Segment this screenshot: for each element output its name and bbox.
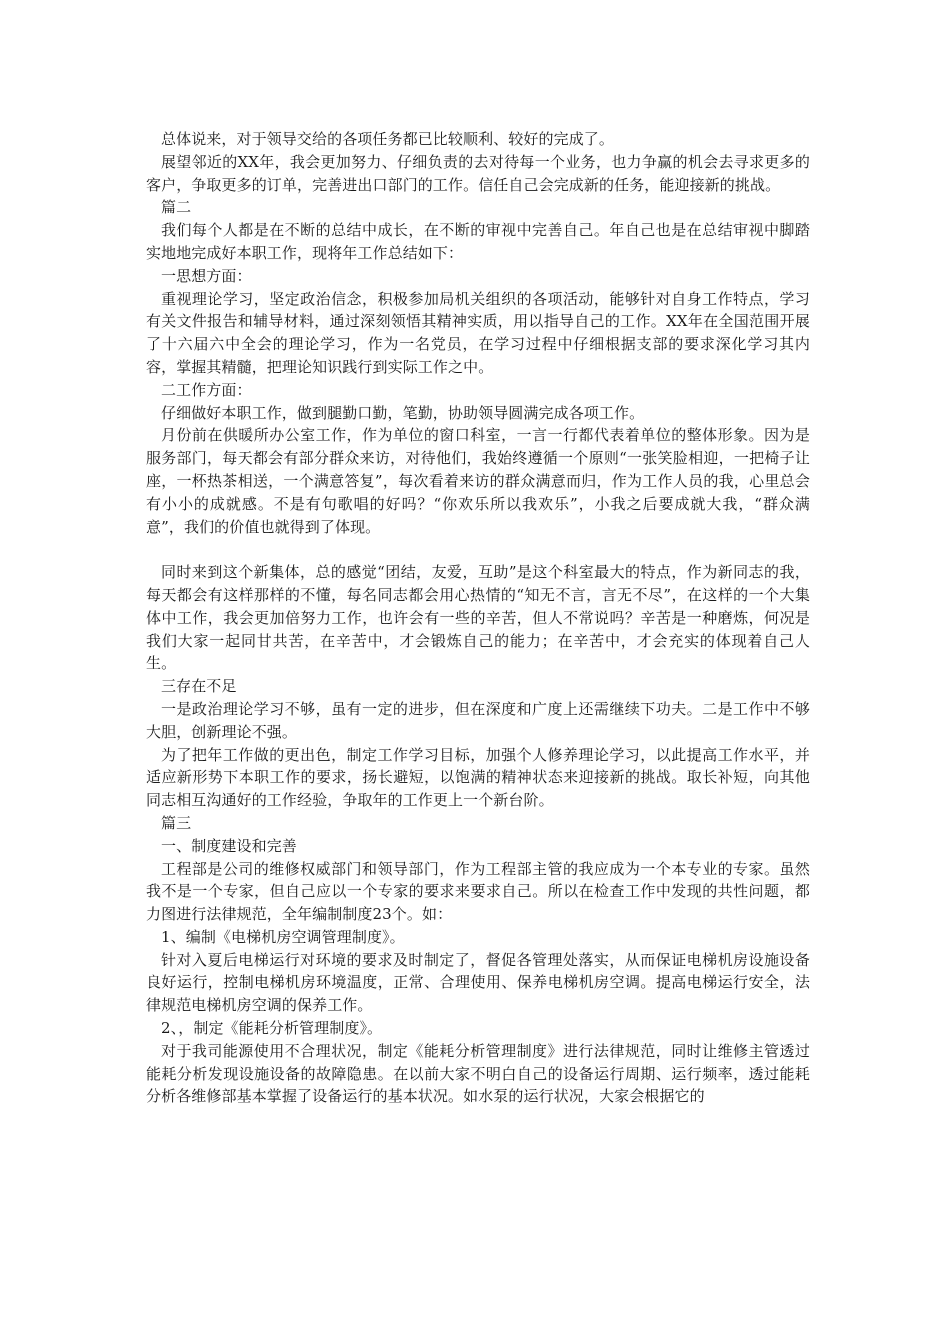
section-heading-part-two: 篇二 — [161, 198, 192, 217]
paragraph-shortcomings: 一是政治理论学习不够，虽有一定的进步，但在深度和广度上还需继续下功夫。二是工作中不够大胆，创新理论不强。 — [146, 699, 810, 741]
paragraph-duties: 仔细做好本职工作，做到腿勤口勤，笔勤，协助领导圆满完成各项工作。 — [161, 403, 645, 422]
paragraph-energy-rule: 对于我司能源使用不合理状况，制定《能耗分析管理制度》进行法律规范，同时让维修主管透过能耗分析发现设施设备的故障隐患。在以前大家不明白自己的设备运行周期、运行频率，透过能耗分析各维修部基本掌握了设备运行的基本状况。如水泵的运行状况，大家会根据它的 — [146, 1041, 810, 1106]
blank-line — [146, 538, 810, 561]
list-item-energy-rule: 2、，制定《能耗分析管理制度》。 — [161, 1019, 383, 1038]
paragraph-engineering-dept: 工程部是公司的维修权威部门和领导部门，作为工程部主管的我应成为一个本专业的专家。虽然我不是一个专家，但自己应以一个专家的要求来要求自己。所以在检查工作中发现的共性问题，都力图进行法律规范，全年编制制度23个。如： — [146, 859, 810, 924]
document-body — [146, 128, 810, 1108]
paragraph-theory-study: 重视理论学习，坚定政治信念，积极参加局机关组织的各项活动，能够针对自身工作特点，学习有关文件报告和辅导材料，通过深刻领悟其精神实质，用以指导自己的工作。XX年在全国范围开展了十六届六中全会的理论学习，作为一名党员，在学习过程中仔细根据支部的要求深化学习其内容，掌握其精髓，把理论知识践行到实际工作之中。 — [146, 289, 810, 376]
section-heading-part-three: 篇三 — [161, 813, 192, 832]
paragraph-intro: 我们每个人都是在不断的总结中成长，在不断的审视中完善自己。年自己也是在总结审视中脚踏实地地完成好本职工作，现将年工作总结如下： — [146, 221, 810, 262]
paragraph-summary: 总体说来，对于领导交给的各项任务都已比较顺利、较好的完成了。 — [161, 130, 615, 148]
paragraph-collective: 同时来到这个新集体，总的感觉“团结，友爱，互助”是这个科室最大的特点，作为新同志的我，每天都会有这样那样的不懂，每名同志都会用心热情的“知无不言，言无不尽”，在这样的一个大集体中工作，我会更加倍努力工作，也许会有一些的辛苦，但人不常说吗？辛苦是一种磨炼，何况是我们大家一起同甘共苦，在辛苦中，才会锻炼自己的能力；在辛苦中，才会充实的体现着自己人生。 — [146, 563, 810, 673]
subheading-shortcomings: 三存在不足 — [161, 677, 237, 696]
paragraph-office-work: 月份前在供暖所办公室工作，作为单位的窗口科室，一言一行都代表着单位的整体形象。因为是服务部门，每天都会有部分群众来访，对待他们，我始终遵循一个原则“一张笑脸相迎，一把椅子让座，一杯热茶相送，一个满意答复”，每次看着来访的群众满意而归，作为工作人员的我，心里总会有小小的成就感。不是有句歌唱的好吗？“你欢乐所以我欢乐”，小我之后要成就大我，“群众满意”，我们的价值也就得到了体现。 — [146, 426, 810, 536]
paragraph-outlook: 展望邻近的XX年，我会更加努力、仔细负责的去对待每一个业务，也力争赢的机会去寻求更多的客户，争取更多的订单，完善进出口部门的工作。信任自己会完成新的任务，能迎接新的挑战。 — [146, 152, 810, 194]
subheading-system-building: 一、制度建设和完善 — [161, 836, 297, 855]
list-item-elevator-rule: 1、编制《电梯机房空调管理制度》。 — [161, 927, 405, 946]
paragraph-elevator-rule: 针对入夏后电梯运行对环境的要求及时制定了，督促各管理处落实，从而保证电梯机房设施设备良好运行，控制电梯机房环境温度，正常、合理使用、保养电梯机房空调。提高电梯运行安全，法律规范电梯机房空调的保养工作。 — [146, 950, 810, 1015]
paragraph-goals: 为了把年工作做的更出色，制定工作学习目标，加强个人修养理论学习，以此提高工作水平，并适应新形势下本职工作的要求，扬长避短，以饱满的精神状态来迎接新的挑战。取长补短，向其他同志相互沟通好的工作经验，争取年的工作更上一个新台阶。 — [146, 745, 810, 810]
subheading-work: 二工作方面： — [161, 380, 252, 399]
subheading-ideology: 一思想方面： — [161, 266, 252, 285]
